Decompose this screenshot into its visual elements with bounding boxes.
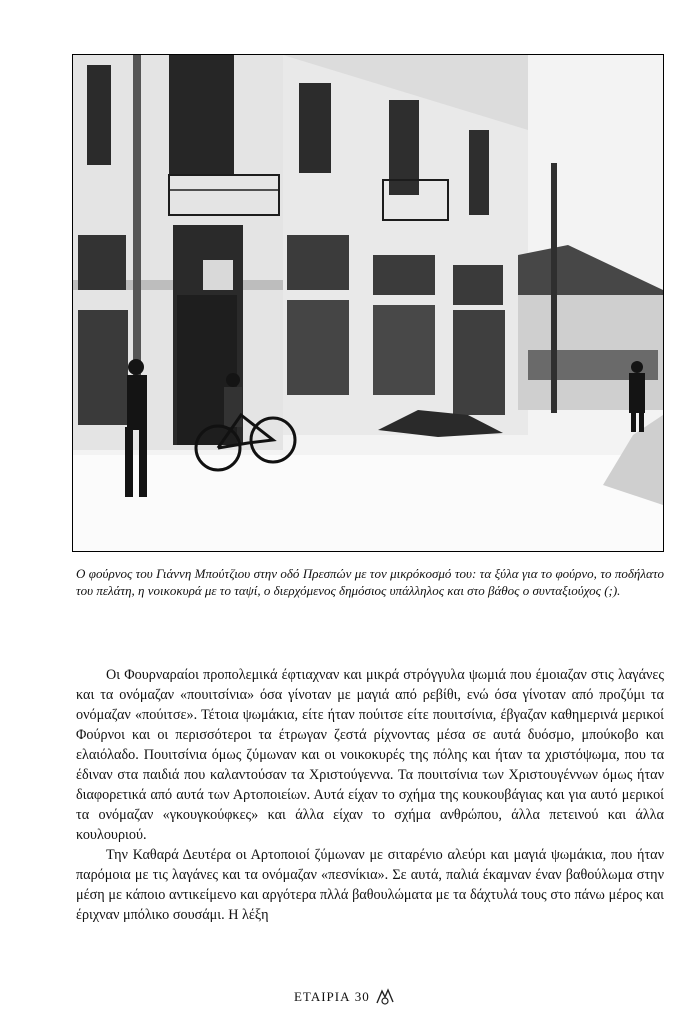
society-emblem-icon (374, 987, 396, 1007)
article-body (76, 665, 664, 925)
photo-caption: Ο φούρνος του Γιάννη Μπούτζιου στην οδό Πρεσπών με τον μικρόκοσμό του: τα ξύλα για το φούρνο, το ποδήλατο του πελάτη, η νοικοκυρά με το ταψί, ο διερχόμενος δημόσιος υπάλληλος και στο βάθος ο συνταξιούχος (;). (76, 566, 664, 598)
page-number: 30 (354, 989, 370, 1004)
paragraph-2: Την Καθαρά Δευτέρα οι Αρτοποιοί ζύμωναν με σιταρένιο αλεύρι και μαγιά ψωμάκια, που ήταν παρόμοια με τις λαγάνες και τα ονόμαζαν «πεσνίκια». Σε αυτά, παλιά έκαμναν έναν βαθούλωμα στην μέση με κάποιο αντικείμενο και αργότερα πλλά βαθουλώματα με τα δάχτυλά τους στο πάνω μέρος και έριχναν μπόλικο σουσάμι. Η λέξη (76, 847, 664, 923)
footer-label: ΕΤΑΙΡΙΑ (293, 989, 351, 1004)
street-photo (72, 54, 664, 552)
page-footer (0, 987, 690, 1007)
street-photo-image (73, 55, 663, 551)
paragraph-1: Οι Φουρναραίοι προπολεμικά έφτιαχναν και μικρά στρόγγυλα ψωμιά που έμοιαζαν στις λαγάνες και τα ονόμαζαν «πουιτσίνια» όσα γίνοταν με μαγιά από ρεβίθι, ενώ όσα γίνοταν από προζύμι τα ονόμαζαν «πούιτσε». Τέτοια ψωμάκια, είτε ήταν πούιτσε είτε πουιτσίνια, έβγαζαν καθημερινά μερικοί Φούρνοι και οι περισσότεροι τα έτρωγαν ζεστά ρίχνοντας μέσα σε αυτά δυόσμο, μπούκοβο και ελαιόλαδο. Πουιτσίνια όμως ζύμωναν και οι νοικοκυρές της πόλης και ήταν τα χριστόψωμα, που τα έδιναν στα παιδιά που καλαντούσαν τα Χριστούγεννα. Τα πουιτσίνια των Χριστουγέννων όμως ήταν διαφορετικά από αυτά των Αρτοποιείων. Αυτά είχαν το σχήμα της κουκουβάγιας και για αυτό μερικοί τα ονόμαζαν «γκουγκούφκες» και άλλα είχαν το σχήμα ανθρώπου, άλλα πετεινού και άλλα κουλουριού. (76, 667, 664, 843)
